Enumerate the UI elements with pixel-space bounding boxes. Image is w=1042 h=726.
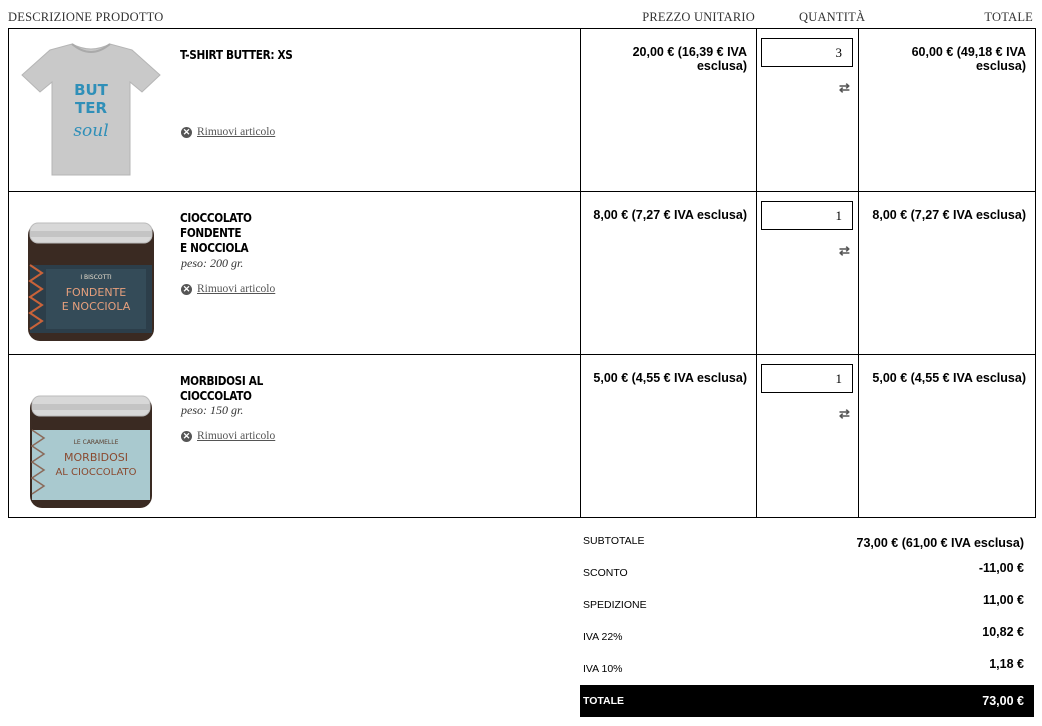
product-name[interactable]: CIOCCOLATO FONDENTE E NOCCIOLA xyxy=(180,210,252,255)
cart-table xyxy=(8,28,1036,518)
line-total-cell: 8,00 € (7,27 € IVA esclusa) xyxy=(859,192,1036,355)
unit-price-cell: 8,00 € (7,27 € IVA esclusa) xyxy=(581,192,757,355)
tshirt-print-line2: TER xyxy=(74,99,108,117)
close-circle-icon: ✕ xyxy=(182,126,191,137)
remove-item-link[interactable]: ✕ Rimuovi articolo xyxy=(182,126,276,138)
column-header-unit-price: PREZZO UNITARIO xyxy=(642,10,755,24)
product-cell xyxy=(9,355,581,518)
jar-label-line1: MORBIDOSI xyxy=(64,451,128,464)
product-weight: peso: 200 gr. xyxy=(181,256,244,270)
unit-price-cell: 5,00 € (4,55 € IVA esclusa) xyxy=(581,355,757,518)
column-header-description: DESCRIZIONE PRODOTTO xyxy=(8,10,164,24)
total-label: TOTALE xyxy=(583,695,625,707)
product-name[interactable]: T-SHIRT BUTTER: XS xyxy=(180,47,293,62)
quantity-input[interactable] xyxy=(761,364,853,393)
product-weight: peso: 150 gr. xyxy=(181,403,244,417)
remove-item-link[interactable]: ✕ Rimuovi articolo xyxy=(182,430,276,442)
cart-row xyxy=(9,29,1036,192)
vat10-value: 1,18 € xyxy=(989,657,1024,671)
discount-label: SCONTO xyxy=(583,567,628,579)
cart-row xyxy=(9,192,1036,355)
summary-row-subtotal xyxy=(580,535,1034,567)
refresh-icon[interactable]: ⇄ xyxy=(839,243,850,258)
refresh-icon[interactable]: ⇄ xyxy=(839,406,850,421)
tshirt-print-line1: BUT xyxy=(74,81,108,99)
cart-row xyxy=(9,355,1036,518)
column-header-quantity: QUANTITÀ xyxy=(799,10,866,24)
quantity-cell xyxy=(757,29,859,192)
vat10-label: IVA 10% xyxy=(583,663,623,675)
jar-label-line2: AL CIOCCOLATO xyxy=(55,467,137,478)
product-cell xyxy=(9,192,581,355)
summary-row-discount xyxy=(580,561,1034,599)
vat22-label: IVA 22% xyxy=(583,631,623,643)
product-image-tshirt[interactable] xyxy=(10,30,172,190)
subtotal-label: SUBTOTALE xyxy=(583,535,645,547)
quantity-input[interactable] xyxy=(761,201,853,230)
jar-label-brand: LE CARAMELLE xyxy=(73,439,119,446)
vat22-value: 10,82 € xyxy=(982,625,1024,639)
total-value: 73,00 € xyxy=(982,694,1024,708)
product-name[interactable]: MORBIDOSI AL CIOCCOLATO xyxy=(180,373,263,403)
product-image-caramel-jar[interactable] xyxy=(10,356,172,516)
quantity-cell xyxy=(757,192,859,355)
tshirt-print-line3: soul xyxy=(73,121,109,141)
summary-row-shipping xyxy=(580,593,1034,631)
shipping-label: SPEDIZIONE xyxy=(583,599,647,611)
product-cell xyxy=(9,29,581,192)
quantity-input[interactable] xyxy=(761,38,853,67)
unit-price-cell: 20,00 € (16,39 € IVA esclusa) xyxy=(581,29,757,192)
close-circle-icon: ✕ xyxy=(182,283,191,294)
column-header-total: TOTALE xyxy=(984,10,1033,24)
summary-row-total xyxy=(580,685,1034,717)
jar-label-line1: FONDENTE xyxy=(65,286,127,299)
line-total-cell: 60,00 € (49,18 € IVA esclusa) xyxy=(859,29,1036,192)
jar-label-line2: E NOCCIOLA xyxy=(61,300,131,313)
quantity-cell xyxy=(757,355,859,518)
close-circle-icon: ✕ xyxy=(182,430,191,441)
summary-row-vat22 xyxy=(580,625,1034,663)
jar-label-brand: I BISCOTTI xyxy=(80,274,112,281)
line-total-cell: 5,00 € (4,55 € IVA esclusa) xyxy=(859,355,1036,518)
remove-item-link[interactable]: ✕ Rimuovi articolo xyxy=(182,283,276,295)
refresh-icon[interactable]: ⇄ xyxy=(839,80,850,95)
shipping-value: 11,00 € xyxy=(982,593,1024,607)
subtotal-value: 73,00 € (61,00 € IVA esclusa) xyxy=(856,536,1024,550)
product-image-chocolate-jar[interactable] xyxy=(10,193,172,353)
discount-value: -11,00 € xyxy=(978,561,1024,575)
